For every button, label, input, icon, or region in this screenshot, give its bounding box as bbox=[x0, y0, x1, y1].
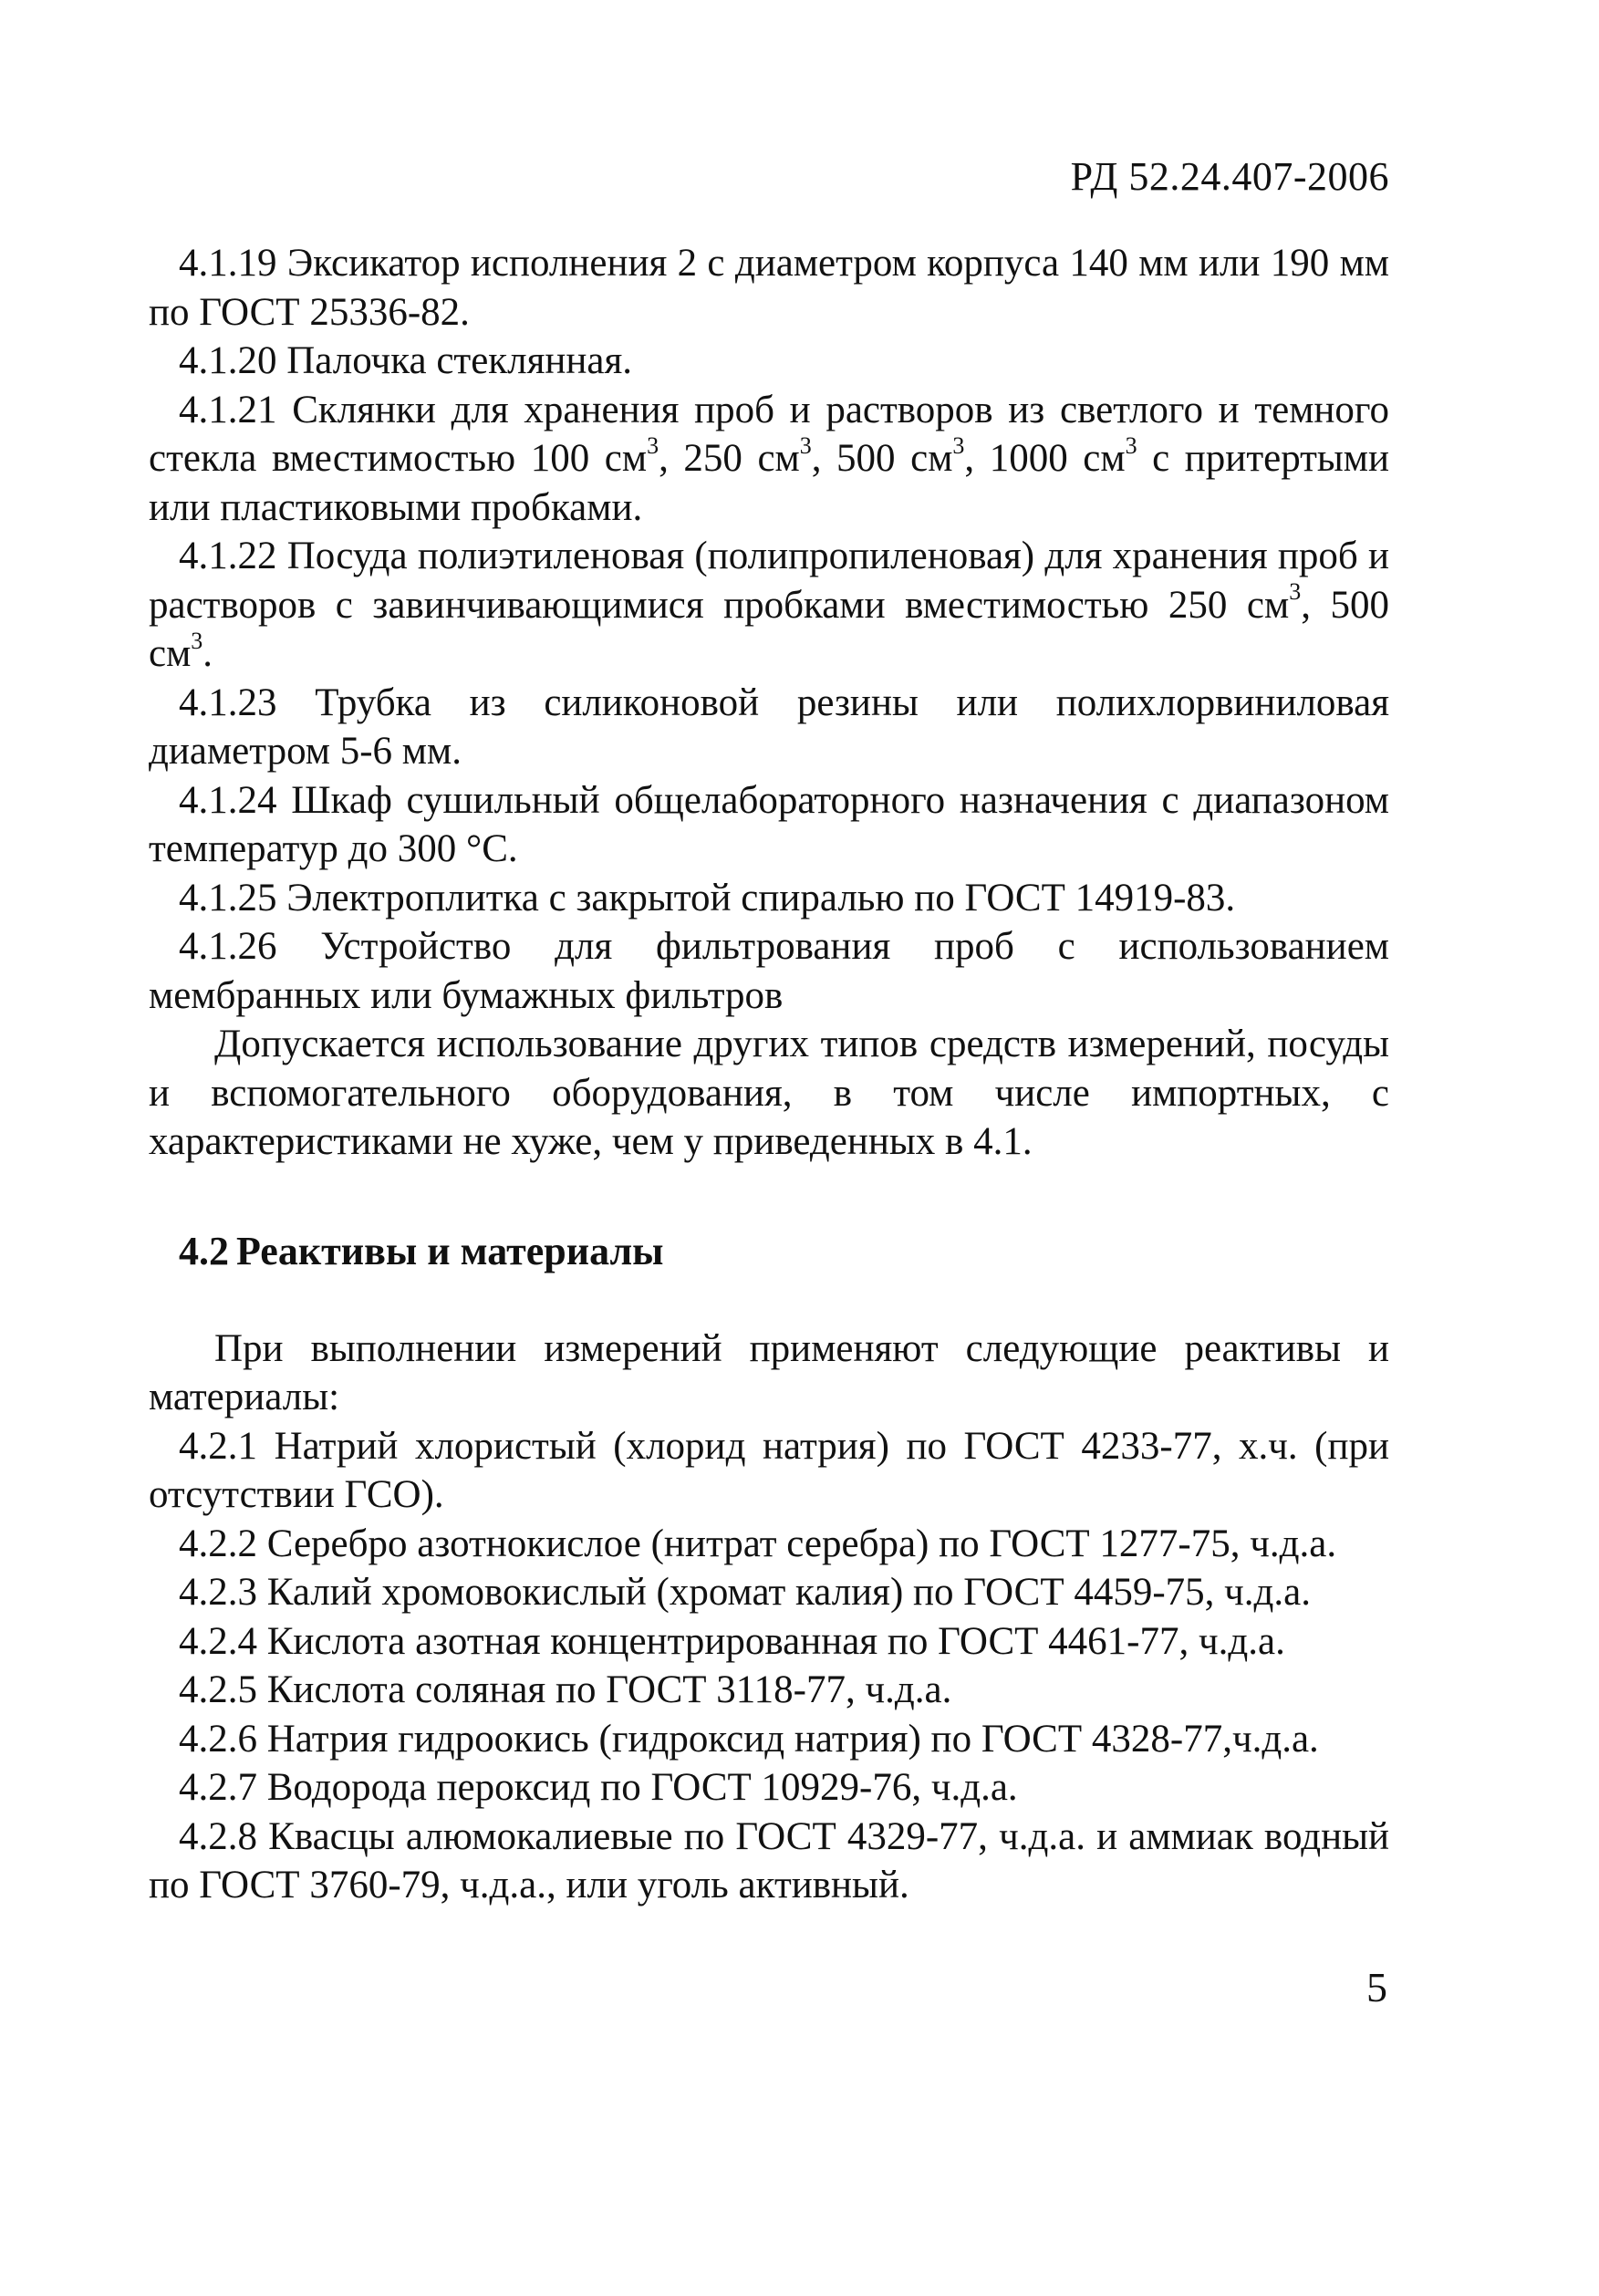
item-text: Калий хромовокислый (хромат калия) по ГОСТ 4459-75, ч.д.а. bbox=[266, 1571, 1311, 1614]
item-text: Палочка стеклянная. bbox=[286, 339, 633, 382]
section-intro: При выполнении измерений применяют следующие реактивы и материалы: bbox=[149, 1326, 1389, 1418]
item-text: Кислота соляная по ГОСТ 3118-77, ч.д.а. bbox=[266, 1668, 952, 1711]
section-number: 4.2 bbox=[179, 1228, 229, 1273]
item-number: 4.2.2 bbox=[179, 1522, 257, 1565]
item-number: 4.2.1 bbox=[179, 1424, 257, 1468]
superscript-cube: 3 bbox=[647, 431, 659, 459]
item-4-2-4 bbox=[149, 1617, 1389, 1667]
section-title: Реактивы и материалы bbox=[236, 1228, 664, 1273]
item-number: 4.1.25 bbox=[179, 876, 277, 919]
note-paragraph: Допускается использование других типов средств измерений, посуды и вспомогательного оборудования, в том числе импортных, с характеристиками не хуже, чем у приведенных в 4.1. bbox=[149, 1023, 1389, 1163]
item-text: Шкаф сушильный общелабораторного назначения с диапазоном температур до 300 °С. bbox=[149, 778, 1390, 870]
item-number: 4.1.23 bbox=[179, 680, 277, 724]
item-4-1-20 bbox=[149, 337, 1389, 386]
item-number: 4.1.24 bbox=[179, 778, 277, 822]
item-text: , 500 см bbox=[811, 437, 953, 480]
item-text: , 1000 см bbox=[964, 437, 1126, 480]
item-text: Серебро азотнокислое (нитрат серебра) по ГОСТ 1277-75, ч.д.а. bbox=[266, 1522, 1337, 1565]
item-text: , 250 см bbox=[659, 437, 800, 480]
item-number: 4.2.4 bbox=[179, 1619, 257, 1663]
item-4-2-5 bbox=[149, 1666, 1389, 1715]
item-number: 4.2.5 bbox=[179, 1668, 257, 1711]
item-4-2-7 bbox=[149, 1763, 1389, 1813]
item-text: Квасцы алюмокалиевые по ГОСТ 4329-77, ч.д.а. и аммиак водный по ГОСТ 3760-79, ч.д.а., или уголь активный. bbox=[149, 1814, 1389, 1906]
superscript-cube: 3 bbox=[952, 431, 965, 459]
item-text: Водорода пероксид по ГОСТ 10929-76, ч.д.а. bbox=[266, 1766, 1018, 1809]
item-text: Натрий хлористый (хлорид натрия) по ГОСТ 4233-77, х.ч. (при отсутствии ГСО). bbox=[149, 1424, 1390, 1516]
item-number: 4.1.19 bbox=[179, 242, 277, 285]
item-4-1-24 bbox=[149, 776, 1389, 874]
item-text: с притертыми или пластиковыми пробками. bbox=[149, 437, 1390, 529]
item-number: 4.2.7 bbox=[179, 1766, 257, 1809]
item-4-1-26 bbox=[149, 922, 1389, 1020]
superscript-cube: 3 bbox=[191, 627, 203, 654]
item-4-1-22 bbox=[149, 532, 1389, 679]
item-text: Устройство для фильтрования проб с использованием мембранных или бумажных фильтров bbox=[149, 925, 1389, 1017]
item-4-2-8 bbox=[149, 1813, 1389, 1910]
item-number: 4.2.8 bbox=[179, 1814, 257, 1858]
item-4-2-2 bbox=[149, 1520, 1389, 1569]
page-content bbox=[149, 239, 1389, 1910]
item-number: 4.1.21 bbox=[179, 388, 277, 431]
item-4-2-3 bbox=[149, 1568, 1389, 1617]
document-code: РД 52.24.407-2006 bbox=[1070, 154, 1389, 199]
item-text: Кислота азотная концентрированная по ГОСТ 4461-77, ч.д.а. bbox=[266, 1619, 1285, 1663]
superscript-cube: 3 bbox=[1125, 431, 1137, 459]
page-number: 5 bbox=[1366, 1964, 1387, 2010]
item-text: Трубка из силиконовой резины или полихлорвиниловая диаметром 5-6 мм. bbox=[149, 680, 1390, 773]
item-text: Склянки для хранения проб и растворов из светлого и темного стекла вместимостью 100 см bbox=[149, 388, 1390, 480]
item-number: 4.1.22 bbox=[179, 535, 277, 577]
item-number: 4.2.6 bbox=[179, 1717, 257, 1761]
item-4-1-25 bbox=[149, 874, 1389, 923]
item-text: Посуда полиэтиленовая (полипропиленовая) для хранения проб и растворов с завинчивающимися пробками вместимостью 250 см bbox=[149, 535, 1389, 627]
superscript-cube: 3 bbox=[1289, 578, 1302, 606]
item-4-1-23 bbox=[149, 679, 1389, 776]
superscript-cube: 3 bbox=[799, 431, 812, 459]
item-number: 4.1.26 bbox=[179, 925, 277, 968]
item-4-1-21 bbox=[149, 386, 1389, 533]
item-text: Электроплитка с закрытой спиралью по ГОСТ 14919-83. bbox=[286, 876, 1236, 919]
item-4-1-19 bbox=[149, 239, 1389, 337]
item-4-2-1 bbox=[149, 1422, 1389, 1520]
item-4-2-6 bbox=[149, 1715, 1389, 1764]
item-text: Натрия гидроокись (гидроксид натрия) по ГОСТ 4328-77,ч.д.а. bbox=[266, 1717, 1319, 1761]
item-text: . bbox=[202, 632, 213, 675]
item-text: Эксикатор исполнения 2 с диаметром корпуса 140 мм или 190 мм по ГОСТ 25336-82. bbox=[149, 242, 1389, 334]
section-heading-4-2 bbox=[179, 1227, 1389, 1275]
item-text: , 500 см bbox=[149, 583, 1390, 675]
item-number: 4.1.20 bbox=[179, 339, 277, 382]
item-number: 4.2.3 bbox=[179, 1571, 257, 1614]
